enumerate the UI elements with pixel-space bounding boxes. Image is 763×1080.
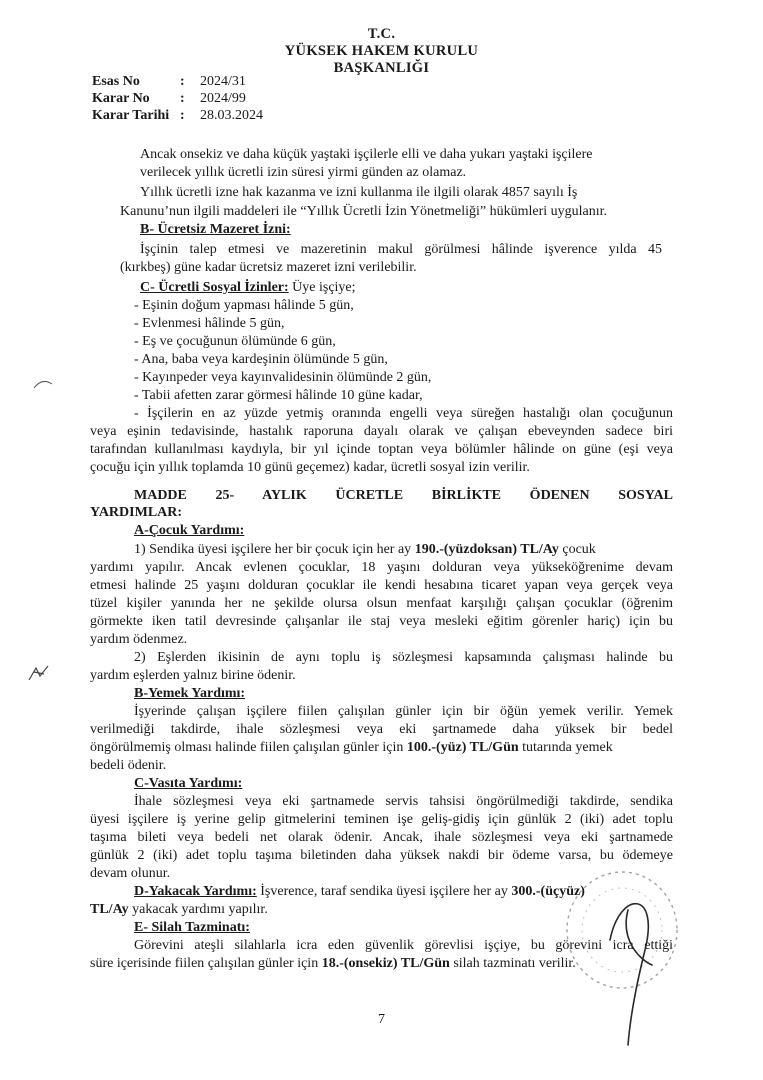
body-line <box>90 741 613 755</box>
meta-karar-tarihi <box>92 108 263 124</box>
meta-key: Karar Tarihi <box>92 108 170 123</box>
body-line: taşıma bileti veya bedeli net olarak ödenir. Ancak, ihale sözleşmesi veya eki şartnamede <box>90 830 673 845</box>
text-span: öngörülmemiş olması halinde fiilen çalışılan günler için <box>90 740 407 755</box>
text-span: yakacak yardımı yapılır. <box>128 902 268 917</box>
body-line: bedeli ödenir. <box>90 758 167 773</box>
list-item: - Eş ve çocuğunun ölümünde 6 gün, <box>134 334 336 349</box>
body-line: günlük 2 (iki) adet toplu taşıma biletinden daha yüksek nakdi bir ödeme varsa, bu ödemeye <box>90 848 673 863</box>
amount-bold: 190.-(yüzdoksan) TL/Ay <box>414 542 559 557</box>
body-line: yardım eşlerden yalnız birine ödenir. <box>90 668 296 683</box>
margin-mark-icon <box>26 662 52 684</box>
header-presidency: BAŞKANLIĞI <box>333 60 430 76</box>
margin-mark-icon <box>32 378 54 390</box>
body-line: yardım ödenmez. <box>90 632 188 647</box>
body-line: Yıllık ücretli izne hak kazanma ve izni kullanma ile ilgili olarak 4857 sayılı İş <box>140 185 578 200</box>
body-line: İşçinin talep etmesi ve mazeretinin makul görülmesi hâlinde işverence yılda 45 <box>140 242 662 257</box>
body-line <box>134 543 596 557</box>
section-heading-c <box>140 281 356 295</box>
body-line: tüzel kişiler yanında her ne şekilde olursa olsun menfaat karşılığı çalışan çocuklar (öğrenim <box>90 596 673 611</box>
list-item: - Ana, baba veya kardeşinin ölümünde 5 gün, <box>134 352 388 367</box>
body-line: üyesi işçilere iş yerine gelip gitmelerini teminen işe geliş-gidiş için günlük 2 (iki) adet toplu <box>90 812 673 827</box>
list-item: - Tabii afetten zarar görmesi hâlinde 10 güne kadar, <box>134 388 423 403</box>
body-line <box>134 885 585 899</box>
body-line: devam olunur. <box>90 866 171 881</box>
page-number: 7 <box>378 1012 385 1027</box>
body-line: İhale sözleşmesi veya eki şartnamede servis tahsisi öngörülmediği takdirde, sendika <box>134 794 673 809</box>
text-span: süre içerisinde fiilen çalışılan günler için <box>90 956 322 971</box>
amount-bold: 300.-(üçyüz) <box>511 884 585 899</box>
body-line: İşyerinde çalışan işçilere fiilen çalışılan günler için bir öğün yemek verilir. Yemek <box>134 704 673 719</box>
section-heading-yemek: B-Yemek Yardımı: <box>134 686 246 701</box>
body-line <box>90 903 268 917</box>
meta-key: Esas No <box>92 74 140 89</box>
body-line: Ancak onsekiz ve daha küçük yaştaki işçilerle elli ve daha yukarı yaştaki işçilere <box>140 147 593 162</box>
amount-bold: 18.-(onsekiz) TL/Gün <box>321 956 450 971</box>
amount-bold: TL/Ay <box>90 902 129 917</box>
header-tc: T.C. <box>367 26 396 42</box>
amount-bold: 100.-(yüz) TL/Gün <box>406 740 519 755</box>
section-heading-b: B- Ücretsiz Mazeret İzni: <box>140 222 291 237</box>
meta-esas-no <box>92 74 246 90</box>
body-line: verilecek yıllık ücretli izin süresi yirmi günden az olamaz. <box>140 165 467 180</box>
body-line: tarafından kullanılması kaydıyla, bir yıl içinde toptan veya bölümler hâlinde on güne (eşi veya <box>90 442 673 457</box>
text-span: tutarında yemek <box>518 740 613 755</box>
article-heading-cont: YARDIMLAR: <box>90 505 183 520</box>
body-line: (kırkbeş) güne kadar ücretsiz mazeret izni verilebilir. <box>120 260 417 275</box>
meta-value: 28.03.2024 <box>200 108 263 123</box>
section-heading-vasita: C-Vasıta Yardımı: <box>134 776 243 791</box>
header-institution: YÜKSEK HAKEM KURULU <box>284 43 479 59</box>
article-heading: MADDE 25- AYLIK ÜCRETLE BİRLİKTE ÖDENEN SOSYAL <box>134 488 673 503</box>
body-line: Kanunu’nun ilgili maddeleri ile “Yıllık Ücretli İzin Yönetmeliği” hükümleri uygulanır. <box>120 204 608 219</box>
meta-value: 2024/99 <box>200 91 246 106</box>
meta-key: Karar No <box>92 91 150 106</box>
body-line: yardımı yapılır. Ancak evlenen çocuklar, 18 yaşını dolduran veya yükseköğrenime devam <box>90 560 673 575</box>
meta-value: 2024/31 <box>200 74 246 89</box>
list-item: - Eşinin doğum yapması hâlinde 5 gün, <box>134 298 354 313</box>
body-line: 2) Eşlerden ikisinin de aynı toplu iş sözleşmesi kapsamında çalışması halinde bu <box>134 650 673 665</box>
list-item: - İşçilerin en az yüzde yetmiş oranında engelli veya süreğen hastalığı olan çocuğunun <box>134 406 673 421</box>
section-heading-silah: E- Silah Tazminatı: <box>134 920 250 935</box>
body-line: verilmediği takdirde, ihale sözleşmesi veya eki şartnamede daha yüksek bir bedel <box>90 722 673 737</box>
text-span: silah tazminatı verilir. <box>449 956 576 971</box>
section-heading-a: A-Çocuk Yardımı: <box>134 523 245 538</box>
section-heading-c-intro: Üye işçiye; <box>288 280 356 295</box>
meta-colon: : <box>180 108 185 123</box>
meta-karar-no <box>92 91 246 107</box>
section-heading-yakacak: D-Yakacak Yardımı: <box>134 884 257 899</box>
body-line: çocuğu için yıllık toplamda 10 günü geçemez) kadar, ücretli sosyal izin verilir. <box>90 460 530 475</box>
meta-colon: : <box>180 91 185 106</box>
body-line <box>90 957 576 971</box>
list-item: - Kayınpeder veya kayınvalidesinin ölümünde 2 gün, <box>134 370 432 385</box>
section-heading-c-title: C- Ücretli Sosyal İzinler: <box>140 280 289 295</box>
text-span: çocuk <box>558 542 596 557</box>
body-line: veya eşinin tedavisinde, hastalık raporuna dayalı olarak ve çalışan ebeveynden sadece biri <box>90 424 673 439</box>
body-line: görmekte iken tatil devresinde çalışanlar ile staj veya mesleki eğitim görenler hariç) için bu <box>90 614 673 629</box>
meta-colon: : <box>180 74 185 89</box>
list-item: - Evlenmesi hâlinde 5 gün, <box>134 316 285 331</box>
body-line: Görevini ateşli silahlarla icra eden güvenlik görevlisi işçiye, bu görevini icra ettiği <box>134 938 673 953</box>
body-line: etmesi halinde 25 yaşını dolduran çocuklar ile kendi hesabına ticaret yapan veya gerçek veya <box>90 578 673 593</box>
text-span: 1) Sendika üyesi işçilere her bir çocuk için her ay <box>134 542 415 557</box>
text-span: İşverence, taraf sendika üyesi işçilere her ay <box>256 884 512 899</box>
